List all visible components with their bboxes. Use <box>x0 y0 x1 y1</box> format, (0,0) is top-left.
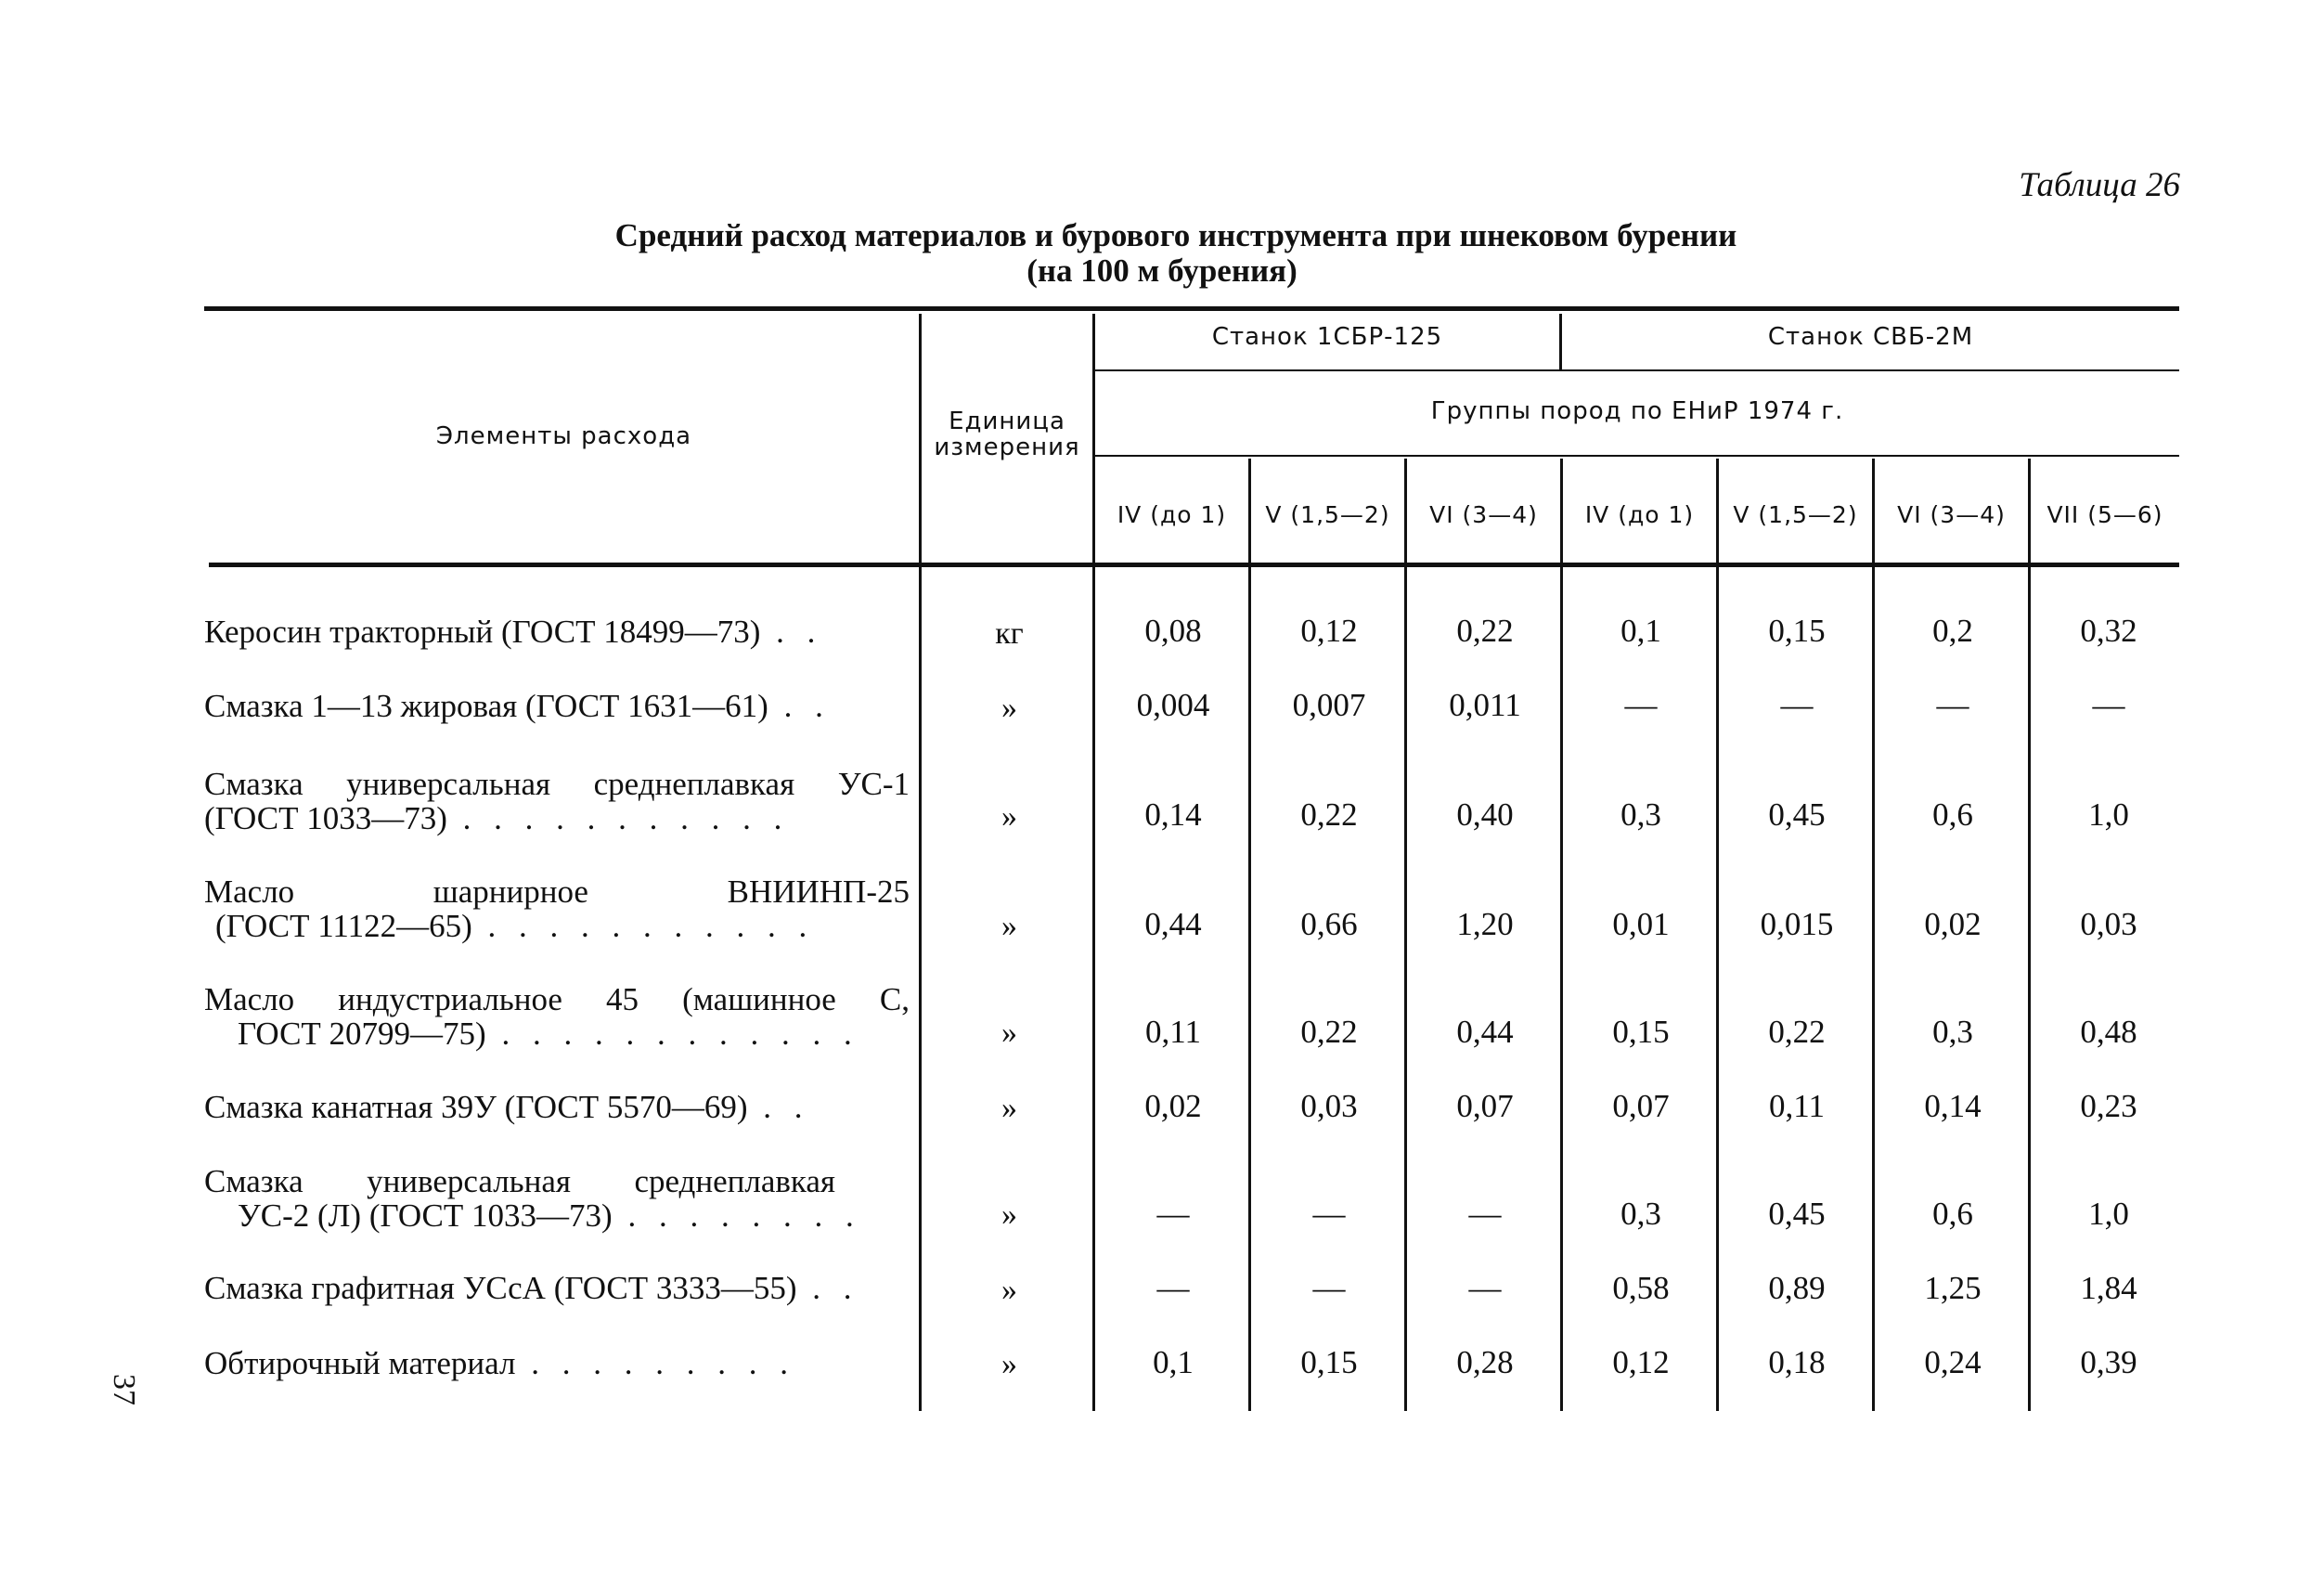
value-cell: 0,011 <box>1449 687 1521 723</box>
machine-rule <box>1095 369 2179 371</box>
col-sep-label <box>919 314 922 1411</box>
value-cell: 0,45 <box>1768 796 1826 833</box>
value-cell: 1,84 <box>2080 1270 2137 1306</box>
value-cell: 0,89 <box>1768 1270 1826 1306</box>
value-cell: 0,02 <box>1924 906 1982 942</box>
row-unit: » <box>1001 909 1017 943</box>
value-cell: 0,39 <box>2080 1344 2137 1380</box>
header-col-6: VI (3—4) <box>1897 501 2006 528</box>
value-cell: 0,015 <box>1760 906 1834 942</box>
value-cell: 0,28 <box>1456 1344 1514 1380</box>
value-cell: 0,1 <box>1153 1344 1194 1380</box>
row-unit: » <box>1001 1197 1017 1232</box>
value-cell: 0,22 <box>1300 1014 1358 1050</box>
value-cell: — <box>1312 1196 1346 1232</box>
value-cell: 0,22 <box>1456 613 1514 649</box>
row-label: Смазка канатная 39У (ГОСТ 5570—69) . . <box>204 1089 810 1125</box>
value-cell: 0,07 <box>1612 1088 1670 1124</box>
title-line-1: Средний расход материалов и бурового инструмента при шнековом бурении <box>614 217 1737 253</box>
value-cell: 0,6 <box>1932 1196 1973 1232</box>
value-cell: 0,03 <box>1300 1088 1358 1124</box>
value-cell: 0,2 <box>1932 613 1973 649</box>
title-line-2: (на 100 м бурения) <box>1026 252 1298 289</box>
value-cell: 0,22 <box>1768 1014 1826 1050</box>
value-cell: 0,007 <box>1292 687 1366 723</box>
value-cell: 0,3 <box>1932 1014 1973 1050</box>
value-cell: 0,004 <box>1136 687 1210 723</box>
value-cell: 0,22 <box>1300 796 1358 833</box>
value-cell: 0,02 <box>1144 1088 1202 1124</box>
header-machine-2: Станок СВБ-2М <box>1767 323 1974 351</box>
value-cell: 0,18 <box>1768 1344 1826 1380</box>
row-label: Смазка графитная УСсА (ГОСТ 3333—55) . . <box>204 1270 859 1306</box>
header-col-7: VII (5—6) <box>2046 501 2163 528</box>
value-cell: 0,44 <box>1456 1014 1514 1050</box>
row-label: Смазка универсальная среднеплавкая УС-1 (ГОСТ 1033—73) . . . . . . . . . . . <box>204 766 910 836</box>
header-col-2: V (1,5—2) <box>1265 501 1390 528</box>
row-label: Смазка 1—13 жировая (ГОСТ 1631—61) . . <box>204 688 831 724</box>
value-cell: 0,07 <box>1456 1088 1514 1124</box>
row-label: Обтирочный материал . . . . . . . . . <box>204 1345 795 1381</box>
header-bottom-rule <box>209 563 2179 567</box>
value-cell: 0,11 <box>1769 1088 1825 1124</box>
value-cell: 0,40 <box>1456 796 1514 833</box>
value-cell: 0,3 <box>1620 796 1661 833</box>
value-cell: — <box>1468 1196 1502 1232</box>
value-cell: 0,1 <box>1620 613 1661 649</box>
value-cell: — <box>1156 1196 1190 1232</box>
row-unit: » <box>1001 799 1017 834</box>
header-unit <box>923 408 1091 460</box>
header-groups: Группы пород по ЕНиР 1974 г. <box>1430 397 1844 425</box>
row-label: Керосин тракторный (ГОСТ 18499—73) . . <box>204 614 823 650</box>
header-col-3: VI (3—4) <box>1429 501 1538 528</box>
value-cell: 0,44 <box>1144 906 1202 942</box>
row-unit: » <box>1001 1273 1017 1307</box>
value-cell: — <box>1312 1270 1346 1306</box>
row-unit: » <box>1001 691 1017 725</box>
row-label: Масло шарнирное ВНИИНП-25 (ГОСТ 11122—65) . . . . . . . . . . . <box>204 874 910 944</box>
header-col-4: IV (до 1) <box>1584 501 1695 528</box>
value-cell: 0,15 <box>1300 1344 1358 1380</box>
value-cell: 0,6 <box>1932 796 1973 833</box>
header-col-1: IV (до 1) <box>1117 501 1227 528</box>
value-cell: — <box>1624 687 1658 723</box>
value-cell: 0,14 <box>1144 796 1202 833</box>
table-label: Таблица 26 <box>2019 166 2180 204</box>
value-cell: 0,3 <box>1620 1196 1661 1232</box>
col-sep-unit <box>1092 314 1095 1411</box>
row-label: Масло индустриальное 45 (машинное С, ГОСТ 20799—75) . . . . . . . . . . . . <box>204 981 910 1052</box>
value-cell: 0,32 <box>2080 613 2137 649</box>
value-cell: 0,14 <box>1924 1088 1982 1124</box>
value-cell: 0,03 <box>2080 906 2137 942</box>
table-title <box>0 218 2324 289</box>
value-cell: 0,66 <box>1300 906 1358 942</box>
top-rule <box>204 306 2179 311</box>
value-cell: 1,0 <box>2088 1196 2129 1232</box>
value-cell: — <box>1936 687 1969 723</box>
value-cell: 1,0 <box>2088 796 2129 833</box>
value-cell: — <box>1468 1270 1502 1306</box>
row-unit: кг <box>995 616 1024 651</box>
value-cell: 0,12 <box>1612 1344 1670 1380</box>
row-label: Смазка универсальная среднеплавкая УС-2 (Л) (ГОСТ 1033—73) . . . . . . . . <box>204 1163 861 1234</box>
value-cell: 0,15 <box>1768 613 1826 649</box>
value-cell: 0,58 <box>1612 1270 1670 1306</box>
value-cell: — <box>2092 687 2125 723</box>
row-unit: » <box>1001 1347 1017 1381</box>
page-number: 37 <box>107 1374 141 1405</box>
value-cell: 0,11 <box>1145 1014 1201 1050</box>
value-cell: 0,24 <box>1924 1344 1982 1380</box>
header-unit-line-2: измерения <box>934 434 1080 461</box>
value-cell: 1,20 <box>1456 906 1514 942</box>
header-col-5: V (1,5—2) <box>1733 501 1858 528</box>
value-cell: 1,25 <box>1924 1270 1982 1306</box>
value-cell: — <box>1780 687 1814 723</box>
value-cell: 0,45 <box>1768 1196 1826 1232</box>
value-cell: — <box>1156 1270 1190 1306</box>
row-unit: » <box>1001 1091 1017 1125</box>
value-cell: 0,08 <box>1144 613 1202 649</box>
row-unit: » <box>1001 1016 1017 1050</box>
header-machine-1: Станок 1СБР-125 <box>1211 323 1443 351</box>
value-cell: 0,23 <box>2080 1088 2137 1124</box>
value-cell: 0,01 <box>1612 906 1670 942</box>
value-cell: 0,15 <box>1612 1014 1670 1050</box>
groups-rule <box>1095 455 2179 457</box>
header-elements: Элементы расхода <box>435 422 692 450</box>
value-cell: 0,12 <box>1300 613 1358 649</box>
header-unit-line-1: Единица <box>949 408 1065 435</box>
value-cell: 0,48 <box>2080 1014 2137 1050</box>
